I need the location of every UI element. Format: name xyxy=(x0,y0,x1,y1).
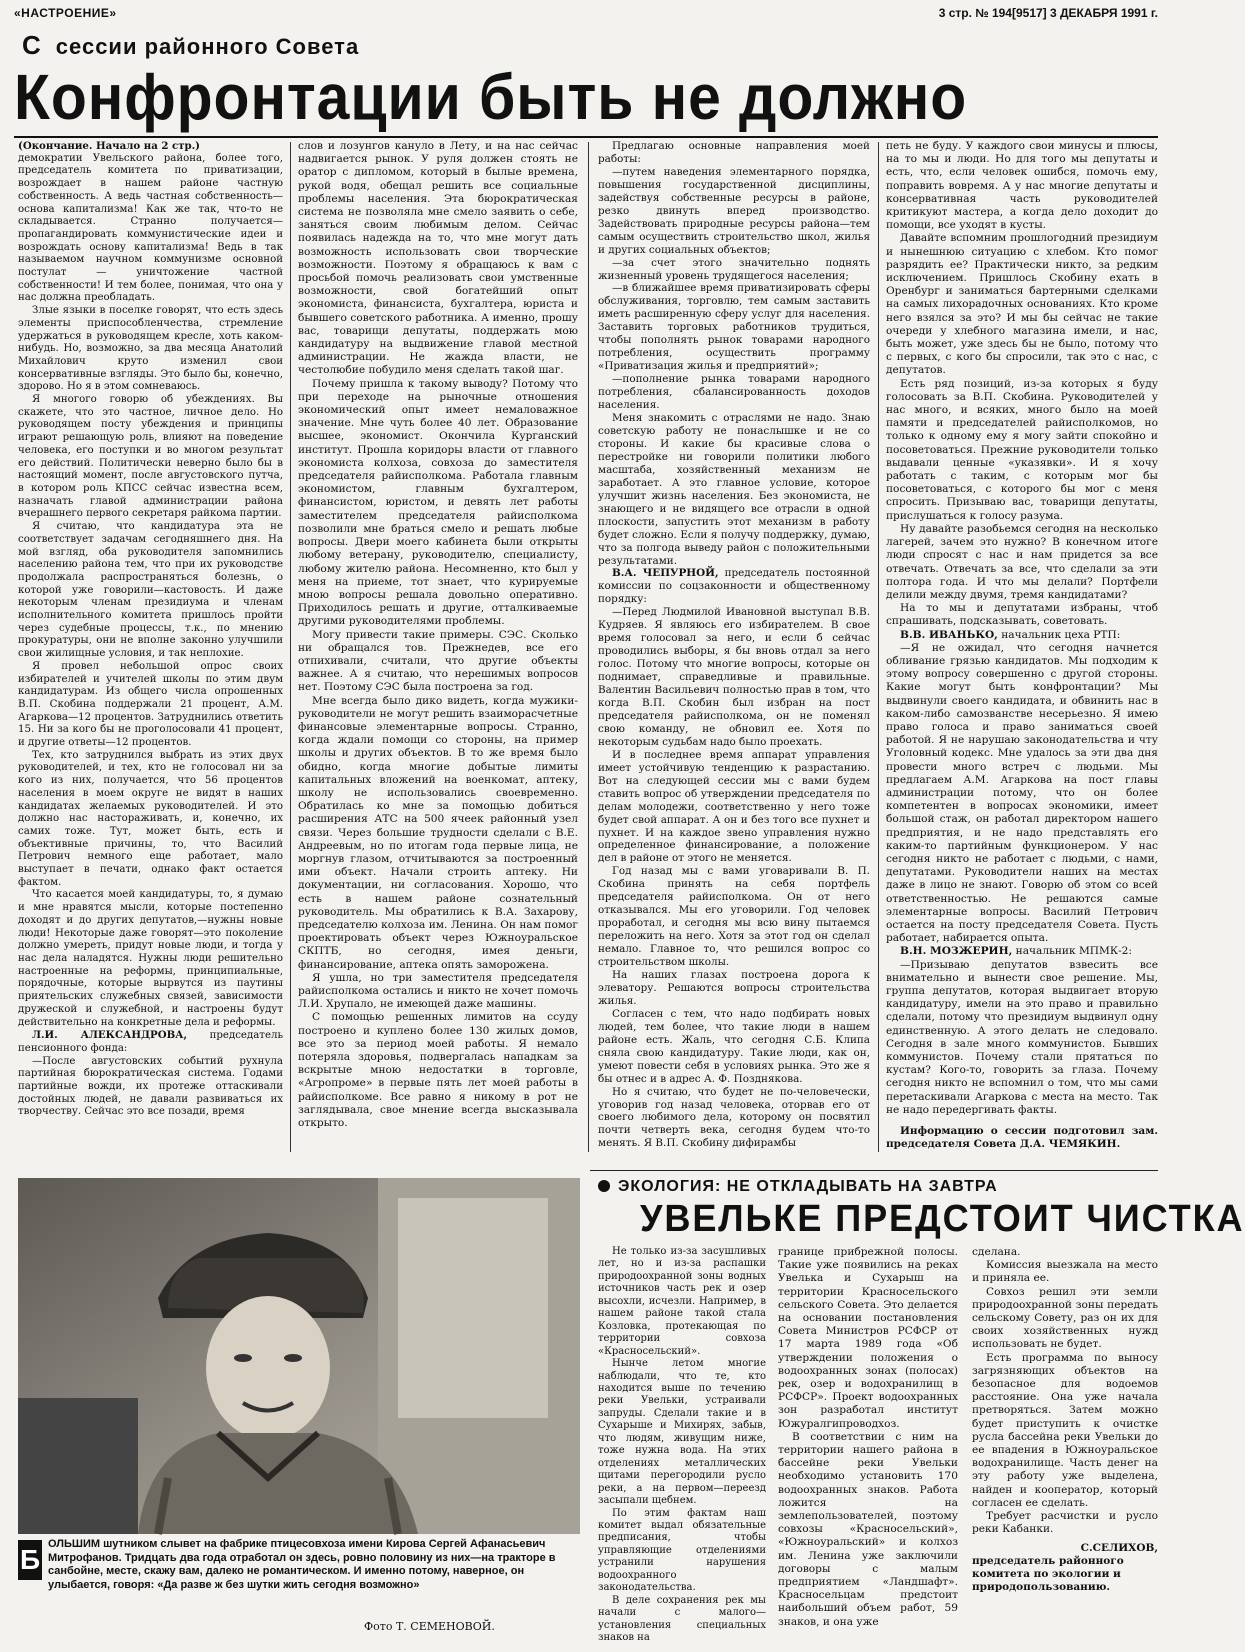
paragraph: демократии Увельского района, более того, председатель комитета по приватизации, возрождает в нашем районе частную собственность. А ведь частная собственность— основа капитализма! Как же так, что-то не складывается. Странно получается—пропагандировать коммунистические идеи и возрождать основу капитализма! Ведь в так называемом научном коммунизме основной постулат — уничтожение частной собственности! И тем более, понимая, что она у нас должна преобладать. xyxy=(18,152,283,304)
speaker-line xyxy=(886,629,1158,642)
paragraph: —Я не ожидал, что сегодня начнется обливание грязью кандидатов. Мы подходим к этому вопросу совершенно с другой стороны. Какие могут быть конфронтации? Мы выдвинули своего кандидата, и обвинить нас в каком-либо самозванстве несерьезно. Я имею право голоса и право заниматься своей работой. Я не нарушаю законодательства и чту Уголовный кодекс. Мне удалось за эти два дня провести много встреч с людьми. Мы предлагаем А.М. Агаркова на пост главы администрации потому, что он более компетентен в вопросах экономики, имеет большой стаж, он работал директором нашего предприятия, и не надо представлять его каким-то партийным функционером. У нас сегодня никто не работает с людьми, с нами, депутатами. Руководители наших на местах даже в лицо не знают. Говорю об этом со всей ответственностью. Не решаются самые элементарные вопросы. Василий Петрович остается на посту председателя Совета. Пусть работает, набирается опыта. xyxy=(886,641,1158,945)
paragraph: Меня знакомить с отраслями не надо. Знаю советскую работу не понаслышке и не со стороны. И какие бы красивые слова о перестройке ни говорили политики любого масштаба, хозяйственный механизм не заработает. А это главное условие, которое улучшит жизнь населения. Без экономиста, не знающего и не видящего все отрасли в одной плоскости, запустить этот механизм в работу будет сложно. Если я получу поддержку, думаю, что за полгода выведу район с положительными результатами. xyxy=(598,412,870,567)
paragraph: Давайте вспомним прошлогодний президиум и нынешнюю ситуацию с хлебом. Кто помог разрядить ее? Практически никто, за редким исключением. Пришлось Скобину ехать в Оренбург и заниматься бартерными сделками на самых лихорадочных основаниях. Кто кроме него взялся за это? И мы бы сейчас не такие очереди у хлебного магазина имели, и нас, быть может, уже здесь бы не было, потому что с первых, с кого бы спросили, так это с нас, с депутатов. xyxy=(886,232,1158,377)
speaker-name: В.А. ЧЕПУРНОЙ, xyxy=(612,567,719,580)
caption-text: ОЛЬШИМ шутником слывет на фабрике птицесовхоза имени Кирова Сергей Афанасьевич Митрофанов. Тридцать два года отработал он здесь, ровно половину из них—на тракторе в санбойне, месте, скажу вам, далеко не романтическом. И именно потому, наверное, он улыбается, говоря: «Да разве ж без шутки жить сегодня возможно» xyxy=(48,1538,556,1591)
paragraph: В соответствии с ним на территории нашего района в бассейне реки Увельки необходимо установить 170 водоохранных знаков. Работа ложится на землепользователей, поэтому совхозы «Красносельский», «Южноуральский» и колхоз им. Ленина уже заключили договоры с малым предприятием «Ландшафт». Красносельцам предстоит наибольший объем работ, 59 знаков, и она уже xyxy=(778,1430,958,1628)
speaker-name: Л.И. АЛЕКСАНДРОВА, xyxy=(32,1029,188,1042)
paragraph: Я провел небольшой опрос своих избирателей и учителей школы по этим двум кандидатурам. Из общего числа опрошенных В.П. Скобина поддержали 21 процент, А.М. Агаркова—12 процентов. Затруднились ответить 15. Ни за кого бы не проголосовали 41 процент, и другие ответы—12 процентов. xyxy=(18,660,283,749)
drop-cap: Б xyxy=(18,1540,42,1580)
article-column-4 xyxy=(886,140,1158,1156)
paragraph: Предлагаю основные направления моей работы: xyxy=(598,140,870,165)
paragraph: Что касается моей кандидатуры, то, я думаю и мне нравятся мысли, которые постепенно доходят и до других депутатов,—нужны новые люди! Некоторые даже говорят—это поколение должно умереть, придут новые люди, и тогда у нас дела наладятся. Нужны люди решительно настроенные на реформы, принципиальные, порядочные, которые вырвутся из паутины приятельских служебных связей, зависимости дружеской и служебной, и настроены будут действительно на конкретные дела и реформы. xyxy=(18,889,283,1028)
paragraph: На то мы и депутатами избраны, чтоб спрашивать, подсказывать, советовать. xyxy=(886,602,1158,628)
photo-caption xyxy=(18,1538,578,1592)
paragraph: Я считаю, что кандидатура эта не соответствует задачам сегодняшнего дня. На мой взгляд, оба руководителя запомнились населению района тем, что при их руководстве продолжала распространяться болезнь, о которой уже говорили—кастовость. И даже некоторым членам президиума и членам исполнительного комитета пришлось пройти через судебные процессы, т.к., по мнению прокуратуры, они не вполне законно улучшили свои жилищные условия, и так неплохие. xyxy=(18,521,283,660)
section-rubric xyxy=(22,30,359,61)
signer-role: председатель районного комитета по экологии и природопользованию. xyxy=(972,1555,1124,1594)
paper-name: «НАСТРОЕНИЕ» xyxy=(14,6,117,20)
ecology-column-2 xyxy=(778,1246,958,1646)
article-column-2 xyxy=(298,140,578,1156)
signer-name: С.СЕЛИХОВ, xyxy=(1080,1542,1158,1555)
paragraph: —Призываю депутатов взвесить все внимательно и вынести свое решение. Мы, группа депутатов, которая выдвигает вторую кандидатуру, имели на это право и правильно сделали, потому что президиум выдвинул одну единственную. А этого делать не следовало. Сегодня в зале много коммунистов. Бывших коммунистов. Почему стали прятаться по кустам? Кого-то, говорить за глаза. Почему сегодня никто не вспомнил о том, что мы сами перетаскивали Агаркова с места на место. Так не надо передергивать факты. xyxy=(886,958,1158,1116)
rubric-text: сессии районного Совета xyxy=(55,34,360,59)
ecology-column-3 xyxy=(972,1246,1158,1646)
issue-info: 3 стр. № 194[9517] 3 ДЕКАБРЯ 1991 г. xyxy=(938,6,1158,20)
paragraph: —Перед Людмилой Ивановной выступал В.В. Кудряев. Я являюсь его избирателем. В свое время голосовал за него, и если б сейчас проводились выборы, я бы вновь отдал за него голос. Потому что многие вопросы, которые он поднимает, справедливые и правильные. Валентин Васильевич полностью прав в том, что когда В.П. Скобин был избран на пост председателя райисполкома, он не поменял свою команду, не обновил ее. Хотя по некоторым судьбам надо было проехать. xyxy=(598,606,870,748)
paragraph: Злые языки в поселке говорят, что есть здесь элементы приспособленчества, стремление удержаться в руководящем кресле, хоть каком-нибудь. Но, возможно, за два месяца Анатолий Михайлович круто изменил свои консервативные взгляды. Это было бы, конечно, здорово. Но я в этом сомневаюсь. xyxy=(18,305,283,393)
info-note: Информацию о сессии подготовил зам. председателя Совета Д.А. ЧЕМЯКИН. xyxy=(886,1125,1158,1151)
main-headline: Конфронтации быть не должно xyxy=(14,61,968,133)
speaker-name: В.Н. МОЗЖЕРИН, xyxy=(900,945,1013,958)
paragraph: На наших глазах построена дорога к элеватору. Решаются вопросы строительства жилья. xyxy=(598,969,870,1007)
bullet: —пополнение рынка товарами народного потребления, сбалансированность доходов населения. xyxy=(598,373,870,412)
paragraph: Год назад мы с вами уговаривали В. П. Скобина принять на себя портфель председателя райисполкома. Он от него отказывался. Мы его уговорили. Год человек проработал, и сегодня мы всю вину пытаемся переложить на него. Хотя за этот год он сделал немало. Главное то, что решился вопрос со строительством школы. xyxy=(598,865,870,969)
column-divider xyxy=(290,142,291,1152)
paragraph: —После августовских событий рухнула партийная бюрократическая система. Годами партийные вожди, их протеже оттаскивали достойных людей, не давали развиваться их творчеству. Сейчас это все позади, время xyxy=(18,1055,283,1118)
column-divider xyxy=(588,142,589,1152)
paragraph: Есть ряд позиций, из-за которых я буду голосовать за В.П. Скобина. Руководителей у нас много, и всяких, много было на моей памяти и председателей райисполкомов, но только к одному ему я могу зайти спокойно и посоветоваться. Прежние руководители только выдавали ценные «указявки». И я хочу работать с таким, с которым мог бы посоветоваться, с которого бы мог с меня спросить. Призываю вас, товарищи депутаты, прислушаться к голосу разума. xyxy=(886,377,1158,522)
paragraph: Мне всегда было дико видеть, когда мужики-руководители не могут решить взаиморасчетные финансовые элементарные вопросы. Странно, когда ждали помощи со стороны, на пример школы и других объектов. В то же время было обидно, когда многие добытые лимиты капитальных вложений на военкомат, аптеку, школу не использовались своевременно. Обратилась ко мне за помощью добиться расширения АТС на 500 ячеек районный узел связи. Через большие трудности сделали с В.Е. Андреевым, но по итогам года первые лица, не моргнув глазом, отчитываются за построенный ими объект. Начали строить аптеку. Ни документации, ни согласования. Хорошо, что есть в нашем районе сознательный руководитель. Мы обратились к В.А. Захарову, председателю колхоза им. Ленина. Он нам помог проектировать объект через Южноуральское СКПТБ, но сегодня, имея деньги, финансирование, аптека опять заморожена. xyxy=(298,694,578,971)
paragraph: Почему пришла к такому выводу? Потому что при переходе на рыночные отношения экономический опыт имеет немаловажное значение. Мне чуть более 40 лет. Образование высшее, экономист. Окончила Курганский институт. Прошла коридоры власти от главного экономиста колхоза, совхоза до заместителя председателя райисполкома. Работала главным экономистом, главным бухгалтером, финансистом, юристом, и девять лет работы заместителем председателя райисполкома позволили мне браться смело и решать любые вопросы. Двери моего кабинета были открыты любому ветерану, руководителю, специалисту, любому жителю района. Несомненно, кто был у меня на приеме, тот знает, что курируемые мною вопросы решала довольно оперативно. Приходилось решать и другие, отталкиваемые другими руководителями проблемы. xyxy=(298,377,578,628)
paragraph: Нынче летом многие наблюдали, что те, кто находится выше по течению реки Увельки, устраивали запруды. Сделали такие и в Сухарыше и Михирях, забыв, что людям, живущим ниже, тоже нужна вода. На этих отделениях металлических щитами перегородили русло реки, а на первом—переезд засыпали щебнем. xyxy=(598,1358,766,1507)
paragraph: петь не буду. У каждого свои минусы и плюсы, на то мы и люди. Но для того мы депутаты и есть, что, если человек ошибся, помочь ему, поправить вовремя. А у нас многие депутаты и консервативная часть руководителей критикуют мастера, а когда дело доходит до помощи, все уходят в кусты. xyxy=(886,140,1158,232)
speaker-role: председатель пенсионного фонда: xyxy=(18,1030,283,1054)
paragraph: Не только из-за засушливых лет, но и из-за распашки природоохранной зоны водных источников часть рек и озер высохли, исчезли. Например, в нашем районе такой стала Козловка, протекающая по территории совхоза «Красносельский». xyxy=(598,1246,766,1357)
paragraph: Совхоз решил эти земли природоохранной зоны передать сельскому Совету, раз он их для своих хозяйственных нужд использовать не будет. xyxy=(972,1285,1158,1351)
paragraph: сделана. xyxy=(972,1246,1021,1258)
speaker-line xyxy=(598,567,870,606)
paragraph: Есть программа по выносу загрязняющих объектов на безопасное для водоемов расстояние. Она уже начала претворяться. Затем можно будет приступить к очистке русла бассейна реки Увельки до ее впадения в Южноуральское водохранилище. Часть денег на эту работу уже выделена, найден и кооператор, который согласен ее сделать. xyxy=(972,1351,1158,1509)
section-divider xyxy=(590,1170,1158,1171)
article-column-3 xyxy=(598,140,870,1156)
paragraph: границе прибрежной полосы. Такие уже появились на реках Увелька и Сухарыш на территории Красносельского сельского Совета. Это делается на основании постановления Совета Министров РСФСР от 17 марта 1989 года «Об утверждении положения о водоохранных зонах (полосах) рек, озер и водохранилищ в РСФСР». Проект водоохранных зон разработал институт Южуралгипроводхоз. xyxy=(778,1246,958,1430)
paragraph: Комиссия выезжала на место и приняла ее. xyxy=(972,1259,1158,1285)
bullet: —путем наведения элементарного порядка, повышения государственной дисциплины, задействуя собственные ресурсы в районе, резко двинуть вперед производство. Задействовать природные ресурсы района—тем самым осуществить строительство школ, жилья и других социальных объектов; xyxy=(598,165,870,256)
article-column-1 xyxy=(18,140,283,1156)
headline-rule xyxy=(14,136,1158,138)
speaker-line xyxy=(18,1029,283,1055)
paragraph: слов и лозунгов кануло в Лету, и на нас сейчас надвигается рынок. У руля должен стоять не оратор с дипломом, который в былые времена, рукой водя, обещал решить все социальные проблемы населения. Эта бюрократическая система не позволяла мне смело заявить о себе, заняться своим любимым делом. Сейчас появилась надежда на то, что мне могут дать возможность использовать свои творческие возможности. Поэтому я обращаюсь к вам с просьбой помочь реализовать свои умственные возможности, свой богатейший опыт экономиста, финансиста, бухгалтера, юриста и бывшего советского работника. А именно, прошу вас, товарищи депутаты, поддержать мою кандидатуру на выдвижение главой местной администрации. Не жажда власти, не честолюбие побудило меня сделать такой шаг. xyxy=(298,140,578,377)
paragraph: Но я считаю, что будет не по-человечески, уговорив год назад человека, оторвав его от своего любимого дела, которому он посвятил почти четверть века, сегодня будем что-то менять. Я В.П. Скобину дифирамбы xyxy=(598,1085,870,1150)
paragraph: Могу привести такие примеры. СЭС. Сколько ни обращался тов. Прежнедев, все его отпихивали, считали, что другие объекты важнее. А я считаю, что нерешимых вопросов нет. Поэтому СЭС была построена за год. xyxy=(298,628,578,694)
speaker-role: начальник МПМК-2: xyxy=(1015,945,1132,958)
speaker-role: председатель постоянной комиссии по соцзаконности и общественному порядку: xyxy=(598,567,870,606)
paragraph: По этим фактам наш комитет выдал обязательные предписания, чтобы управляющие отделениями устранили нарушения водоохранного законодательства. xyxy=(598,1507,766,1594)
ecology-rubric xyxy=(598,1178,998,1196)
paragraph: С помощью решенных лимитов на ссуду построено и куплено более 130 жилых домов, все это за период моей работы. Я немало потеряла здоровья, подвергалась нападкам за вскрытые мною недостатки в торговле, «Агропроме» в первые пять лет моей работы в райисполкоме. Все равно я никому в рот не заглядывала, свое мнение всегда высказывала открыто. xyxy=(298,1011,578,1130)
paragraph: Тех, кто затруднился выбрать из этих двух руководителей, и тех, кто не голосовал ни за кого из них, получается, что 56 процентов населения в моем округе не видят в наших кандидатах желаемых руководителей. И это должно нас настораживать, и, конечно, их самих тоже. Тут, может быть, есть и объективные причины, то, что Василий Петрович немного еще работает, мало выступает в печати, однако факт остается фактом. xyxy=(18,749,283,888)
paragraph: И в последнее время аппарат управления имеет устойчивую тенденцию к разрастанию. Вот на следующей сессии мы с вами будем ставить вопрос об утверждении председателя по делам молодежи, соответственно у него тоже будет свой аппарат. А он и без того все пухнет и пухнет. И на каждое звено управления нужно определенное финансирование, а положение дел в районе от этого не меняется. xyxy=(598,748,870,865)
paragraph: Я ушла, но три заместителя председателя райисполкома остались и никто не хочет помочь Л.И. Хрупало, не имеющей даже машины. xyxy=(298,971,578,1011)
paragraph: Ну давайте разобьемся сегодня на несколько лагерей, зачем это нужно? В конечном итоге люди спросят с нас и нам придется за все отвечать. Отвечать за все, что сделали за эти полтора года. И что мы делали? Портфели делили между двумя, тремя кандидатами? xyxy=(886,522,1158,601)
rubric-letter: С xyxy=(22,30,42,60)
continuation-note: (Окончание. Начало на 2 стр.) xyxy=(18,140,201,152)
photo-illustration xyxy=(18,1178,580,1534)
speaker-name: В.В. ИВАНЬКО, xyxy=(900,628,998,641)
speaker-role: начальник цеха РТП: xyxy=(1001,628,1121,641)
speaker-line xyxy=(886,945,1158,958)
ecology-headline: УВЕЛЬКЕ ПРЕДСТОИТ ЧИСТКА xyxy=(640,1198,1245,1240)
paragraph: Требует расчистки и русло реки Кабанки. xyxy=(972,1510,1158,1536)
column-divider xyxy=(878,142,879,1152)
bullet-dot-icon xyxy=(598,1180,610,1192)
ecology-rubric-text: ЭКОЛОГИЯ: НЕ ОТКЛАДЫВАТЬ НА ЗАВТРА xyxy=(618,1178,998,1195)
paragraph: Согласен с тем, что надо подбирать новых людей, тем более, что такие люди в нашем районе есть. Жаль, что сегодня С.Б. Клипа сняла свою кандидатуру. Такие люди, как он, умеют повести себя в условиях рынка. Это же я бы отнес и в адрес А. Ф. Позднякова. xyxy=(598,1007,870,1085)
ecology-column-1 xyxy=(598,1246,766,1646)
paragraph: Я многого говорю об убеждениях. Вы скажете, что это частное, личное дело. Но руководящем посту убеждения и принципы играют решающую роль, влияют на поведение человека, его поступки и во многом результат его действий. Политически неверно было бы в настоящий момент, после августовского путча, в котором роль КПСС сейчас известна всем, назначать главой администрации района вчерашнего первого секретаря райкома партии. xyxy=(18,394,283,520)
paragraph: В деле сохранения рек мы начали с малого—установления специальных знаков на xyxy=(598,1594,766,1644)
bullet: —за счет этого значительно поднять жизненный уровень трудящегося населения; xyxy=(598,256,870,282)
portrait-photo xyxy=(18,1178,580,1534)
photo-credit: Фото Т. СЕМЕНОВОЙ. xyxy=(364,1620,495,1633)
bullet: —в ближайшее время приватизировать сферы обслуживания, торговлю, тем самым заставить иметь расширенную сферу услуг для населения. Заставить торговых работников трудиться, чтобы пополнять рынок товарами народного потребления, осуществить программу «Приватизация жилья и предприятий»; xyxy=(598,282,870,373)
